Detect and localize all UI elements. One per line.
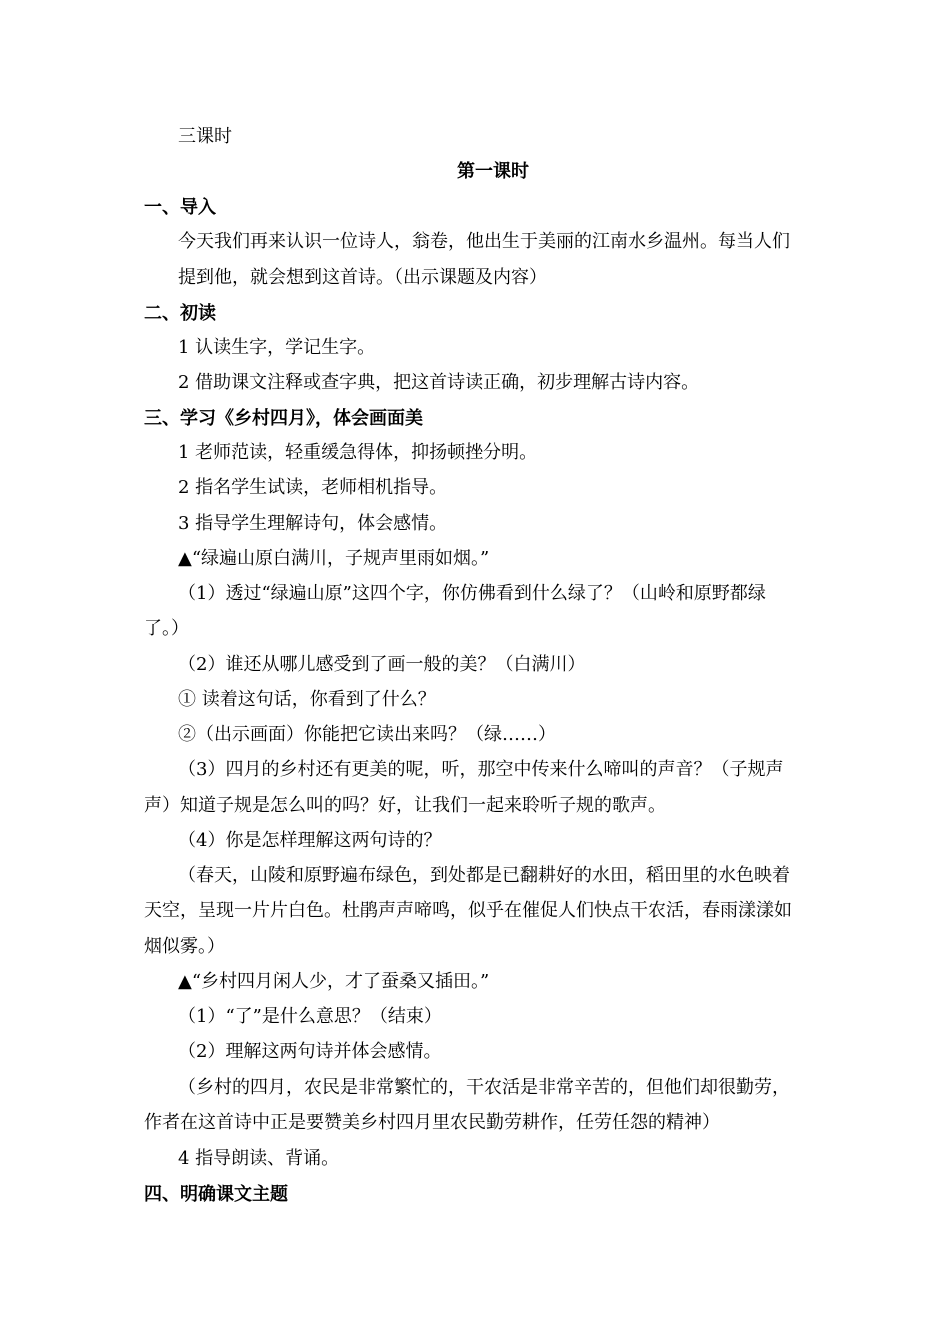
paragraph: （4）你是怎样理解这两句诗的？ xyxy=(178,830,442,851)
paragraph: （1）“了”是什么意思？（结束） xyxy=(178,1006,442,1027)
list-item: 2 指名学生试读，老师相机指导。 xyxy=(178,477,448,498)
list-item: 4 指导朗读、背诵。 xyxy=(178,1148,340,1169)
paragraph: 作者在这首诗中正是要赞美乡村四月里农民勤劳耕作，任劳任怨的精神） xyxy=(144,1112,720,1133)
list-item: 2 借助课文注释或查字典，把这首诗读正确，初步理解古诗内容。 xyxy=(178,372,700,393)
page-title: 第一课时 xyxy=(457,161,529,182)
paragraph: （春天，山陵和原野遍布绿色，到处都是已翻耕好的水田，稻田里的水色映着 xyxy=(178,865,790,886)
paragraph: 今天我们再来认识一位诗人，翁卷，他出生于美丽的江南水乡温州。每当人们 xyxy=(178,231,790,252)
poem-line: ▲“乡村四月闲人少，才了蚕桑又插田。” xyxy=(178,971,490,992)
list-item: 1 老师范读，轻重缓急得体，抑扬顿挫分明。 xyxy=(178,442,538,463)
paragraph: 提到他，就会想到这首诗。（出示课题及内容） xyxy=(178,267,547,288)
paragraph: ① 读着这句话，你看到了什么？ xyxy=(178,689,436,710)
paragraph: 声）知道子规是怎么叫的吗？好，让我们一起来聆听子规的歌声。 xyxy=(144,795,666,816)
section-heading-3: 三、学习《乡村四月》，体会画面美 xyxy=(144,408,423,429)
section-heading-4: 四、明确课文主题 xyxy=(144,1184,288,1205)
paragraph: 天空，呈现一片片白色。杜鹃声声啼鸣，似乎在催促人们快点干农活，春雨漾漾如 xyxy=(144,900,792,921)
paragraph: （3）四月的乡村还有更美的呢，听，那空中传来什么啼叫的声音？（子规声 xyxy=(178,759,784,780)
paragraph: （1）透过“绿遍山原”这四个字，你仿佛看到什么绿了？（山岭和原野都绿 xyxy=(178,583,766,604)
paragraph: （2）理解这两句诗并体会感情。 xyxy=(178,1041,442,1062)
lesson-count-line: 三课时 xyxy=(178,126,232,147)
paragraph: （乡村的四月，农民是非常繁忙的，干农活是非常辛苦的，但他们却很勤劳， xyxy=(178,1077,790,1098)
paragraph: 烟似雾。） xyxy=(144,936,225,957)
list-item: 1 认读生字，学记生字。 xyxy=(178,337,376,358)
poem-line: ▲“绿遍山原白满川，子规声里雨如烟。” xyxy=(178,548,490,569)
paragraph: ②（出示画面）你能把它读出来吗？（绿……） xyxy=(178,724,556,745)
paragraph: 了。） xyxy=(144,618,189,639)
section-heading-2: 二、初读 xyxy=(144,303,216,324)
list-item: 3 指导学生理解诗句，体会感情。 xyxy=(178,513,448,534)
section-heading-1: 一、导入 xyxy=(144,197,216,218)
paragraph: （2）谁还从哪儿感受到了画一般的美？（白满川） xyxy=(178,654,586,675)
